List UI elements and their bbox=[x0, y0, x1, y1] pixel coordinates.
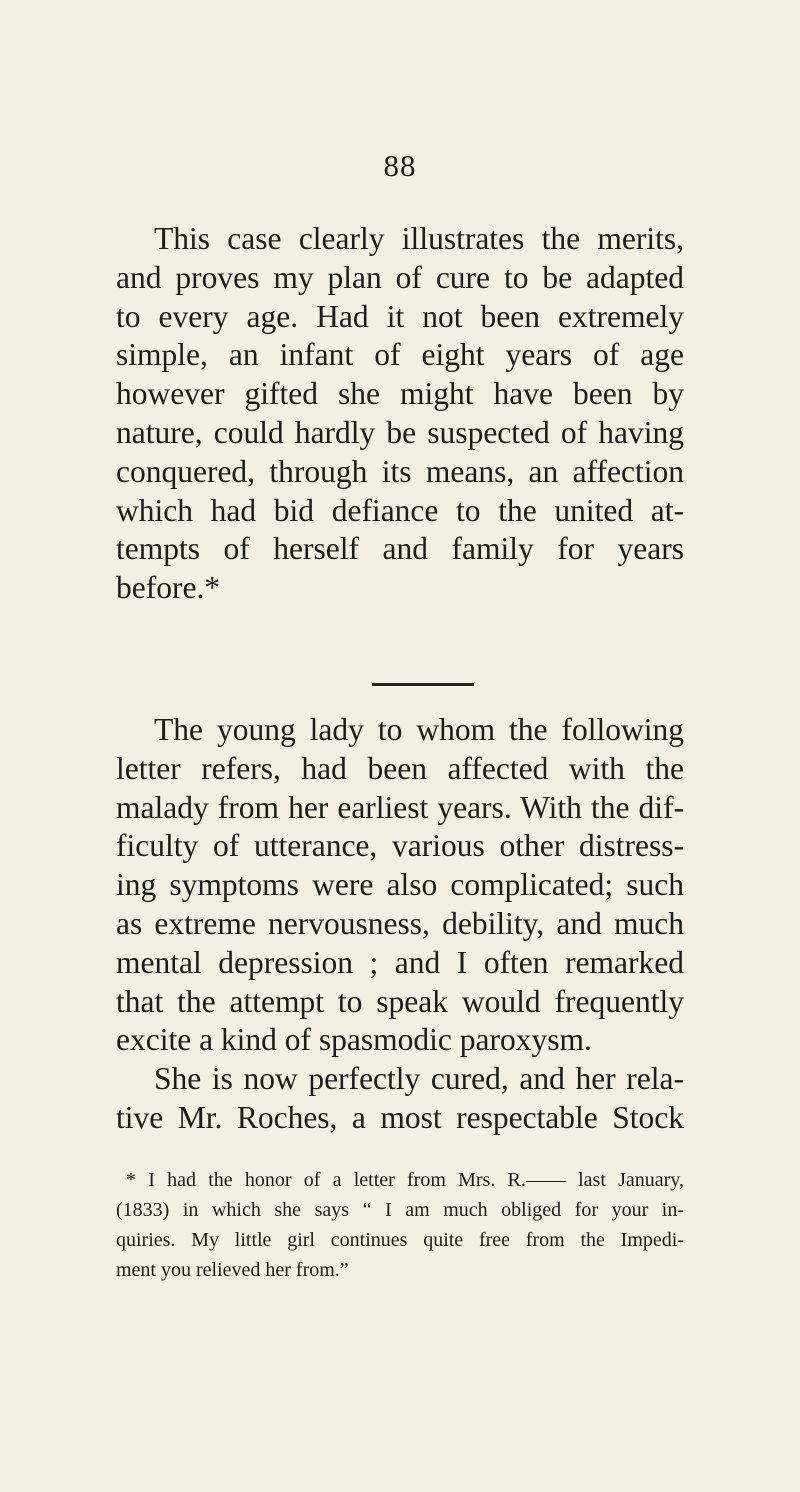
paragraph-case-summary bbox=[116, 220, 684, 608]
text-line: which had bid defiance to the united at- bbox=[116, 492, 684, 528]
text-line: ing symptoms were also complicated; such bbox=[116, 867, 684, 903]
text-line: however gifted she might have been by bbox=[116, 376, 684, 412]
text-line: excite a kind of spasmodic paroxysm. bbox=[116, 1022, 592, 1058]
page-number: 88 bbox=[383, 148, 417, 183]
text-line: that the attempt to speak would frequently bbox=[116, 983, 684, 1019]
text-line: as extreme nervousness, debility, and much bbox=[116, 905, 684, 941]
text-line: malady from her earliest years. With the dif- bbox=[116, 789, 684, 825]
footnote-line: quiries. My little girl continues quite free from the Impedi- bbox=[116, 1229, 684, 1251]
text-line: ficulty of utterance, various other distress- bbox=[116, 828, 684, 864]
text-line: This case clearly illustrates the merits, bbox=[154, 221, 684, 256]
text-line: simple, an infant of eight years of age bbox=[116, 337, 684, 373]
text-line: mental depression ; and I often remarked bbox=[116, 944, 684, 980]
text-line: before.* bbox=[116, 570, 221, 606]
footnote bbox=[116, 1165, 684, 1285]
text-line: She is now perfectly cured, and her rela- bbox=[154, 1061, 684, 1097]
paragraph-young-lady bbox=[116, 711, 684, 1138]
text-line: and proves my plan of cure to be adapted bbox=[116, 259, 684, 295]
text-line: tive Mr. Roches, a most respectable Stock bbox=[116, 1099, 684, 1135]
footnote-line: (1833) in which she says “ I am much obliged for your in- bbox=[116, 1199, 684, 1221]
text-line: conquered, through its means, an affection bbox=[116, 453, 684, 489]
text-line: nature, could hardly be suspected of having bbox=[116, 414, 684, 450]
text-line: tempts of herself and family for years bbox=[116, 531, 684, 567]
text-line: The young lady to whom the following bbox=[154, 712, 684, 747]
footnote-line: ment you relieved her from.” bbox=[116, 1259, 349, 1281]
text-line: to every age. Had it not been extremely bbox=[116, 298, 684, 334]
section-divider bbox=[372, 683, 474, 686]
footnote-line: * I had the honor of a letter from Mrs. R.—— last January, bbox=[126, 1169, 684, 1191]
text-line: letter refers, had been affected with the bbox=[116, 750, 684, 786]
